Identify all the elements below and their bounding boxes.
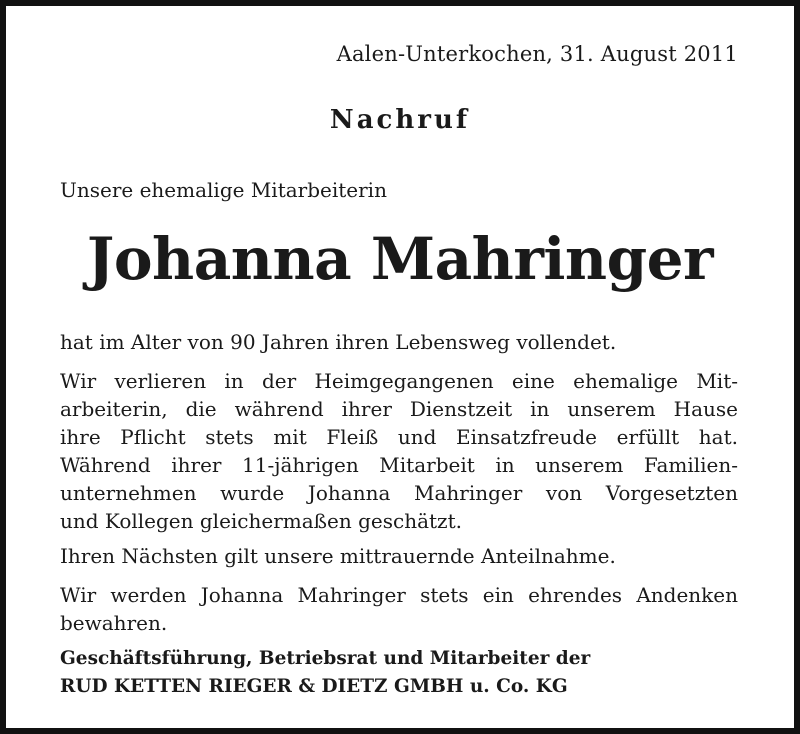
paragraph-line: Wir verlieren in der Heimgegangenen eine ehemalige Mit-	[60, 369, 738, 393]
paragraph-line: bewahren.	[60, 611, 168, 635]
deceased-name: Johanna Mahringer	[86, 225, 714, 293]
paragraph-life: hat im Alter von 90 Jahren ihren Lebensweg vollendet.	[60, 330, 617, 354]
paragraph-line: Während ihrer 11-jährigen Mitarbeit in unserem Familien-	[60, 453, 738, 477]
place-date: Aalen-Unterkochen, 31. August 2011	[336, 42, 738, 66]
paragraph-line: ihre Pflicht stets mit Fleiß und Einsatzfreude erfüllt hat.	[60, 425, 738, 449]
paragraph-line: arbeiterin, die während ihrer Dienstzeit in unserem Hause	[60, 397, 738, 421]
paragraph-line: und Kollegen gleichermaßen geschätzt.	[60, 509, 462, 533]
paragraph-remembrance	[60, 581, 738, 637]
company-name: RUD KETTEN RIEGER & DIETZ GMBH u. Co. KG	[60, 676, 568, 697]
paragraph-line: unternehmen wurde Johanna Mahringer von Vorgesetzten	[60, 481, 738, 505]
notice-heading: Nachruf	[329, 105, 471, 135]
intro-text: Unsere ehemalige Mitarbeiterin	[60, 178, 387, 202]
signature-line: Geschäftsführung, Betriebsrat und Mitarbeiter der	[60, 648, 591, 669]
paragraph-line: Wir werden Johanna Mahringer stets ein ehrendes Andenken	[60, 583, 738, 607]
paragraph-condolence: Ihren Nächsten gilt unsere mittrauernde Anteilnahme.	[60, 544, 616, 568]
signature-block	[60, 645, 590, 701]
paragraph-tribute	[60, 367, 738, 535]
